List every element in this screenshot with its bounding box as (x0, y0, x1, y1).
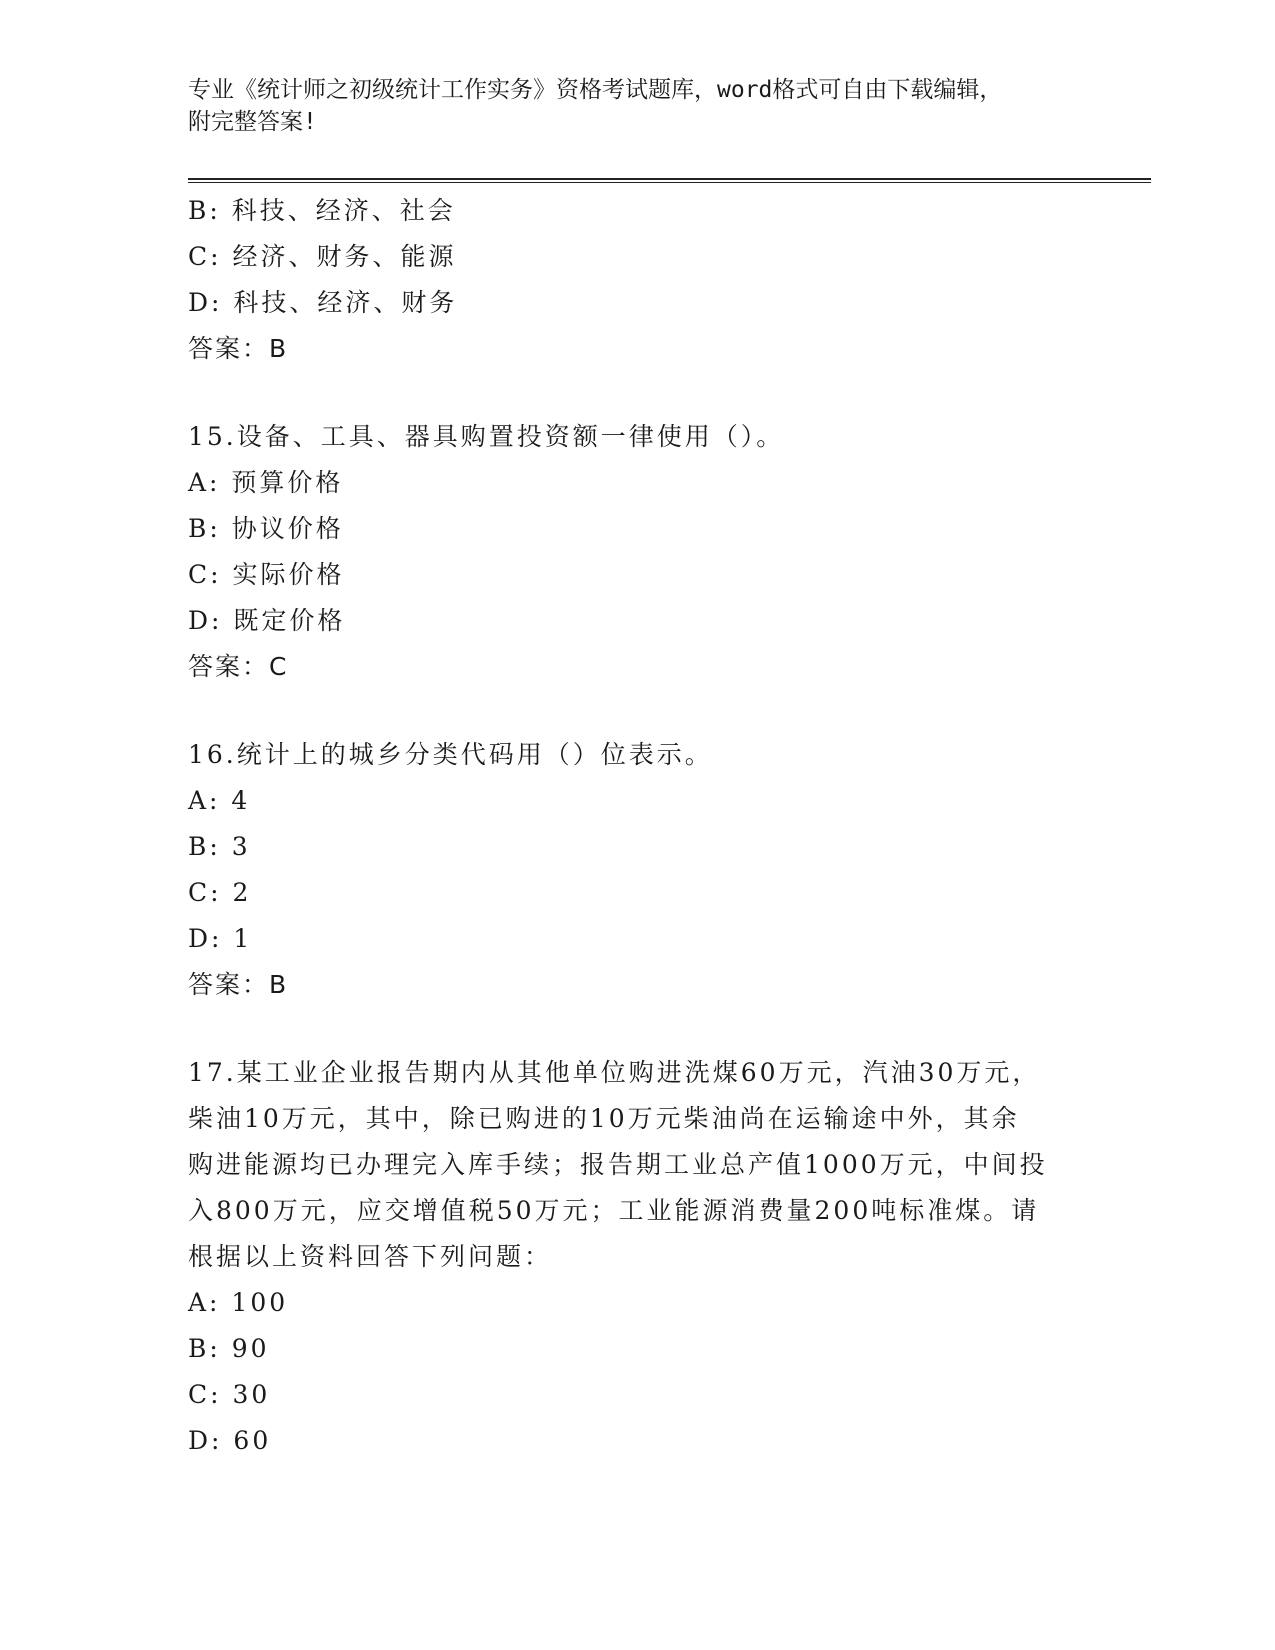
spacer (188, 690, 1088, 732)
answer-line: 答案：B (188, 334, 289, 363)
option-b: B: 90 (188, 1334, 270, 1363)
option-b: B: 科技、经济、社会 (188, 196, 456, 225)
option-d: D: 60 (188, 1426, 272, 1455)
option-c: C: 2 (188, 878, 252, 907)
option-d: D: 科技、经济、财务 (188, 288, 458, 317)
question-14-tail (188, 188, 1088, 372)
header-line-2: 附完整答案! (188, 109, 317, 135)
option-c: C: 经济、财务、能源 (188, 242, 457, 271)
document-header (188, 74, 1088, 138)
question-stem-line: 购进能源均已办理完入库手续；报告期工业总产值1000万元，中间投 (188, 1150, 1048, 1179)
header-divider-thick (188, 178, 1151, 180)
question-stem-line: 柴油10万元，其中，除已购进的10万元柴油尚在运输途中外，其余 (188, 1104, 1020, 1133)
answer-line: 答案：B (188, 970, 289, 999)
option-a: A: 预算价格 (188, 468, 344, 497)
header-line-1: 专业《统计师之初级统计工作实务》资格考试题库，word格式可自由下载编辑， (188, 77, 1003, 103)
option-c: C: 实际价格 (188, 560, 345, 589)
option-a: A: 4 (188, 786, 251, 815)
question-17 (188, 1050, 1088, 1464)
option-b: B: 协议价格 (188, 514, 344, 543)
spacer (188, 372, 1088, 414)
question-stem-line: 根据以上资料回答下列问题： (188, 1242, 553, 1271)
spacer (188, 1008, 1088, 1050)
option-c: C: 30 (188, 1380, 271, 1409)
question-stem: 15.设备、工具、器具购置投资额一律使用（）。 (188, 422, 785, 451)
question-16 (188, 732, 1088, 1008)
option-a: A: 100 (188, 1288, 289, 1317)
option-b: B: 3 (188, 832, 251, 861)
header-divider-thin (188, 182, 1151, 183)
answer-line: 答案：C (188, 652, 289, 681)
question-list (188, 188, 1088, 1464)
option-d: D: 既定价格 (188, 606, 346, 635)
question-stem: 16.统计上的城乡分类代码用（）位表示。 (188, 740, 713, 769)
question-stem-line: 入800万元，应交增值税50万元；工业能源消费量200吨标准煤。请 (188, 1196, 1040, 1225)
question-stem-line: 17.某工业企业报告期内从其他单位购进洗煤60万元，汽油30万元， (188, 1058, 1041, 1087)
question-15 (188, 414, 1088, 690)
option-d: D: 1 (188, 924, 253, 953)
